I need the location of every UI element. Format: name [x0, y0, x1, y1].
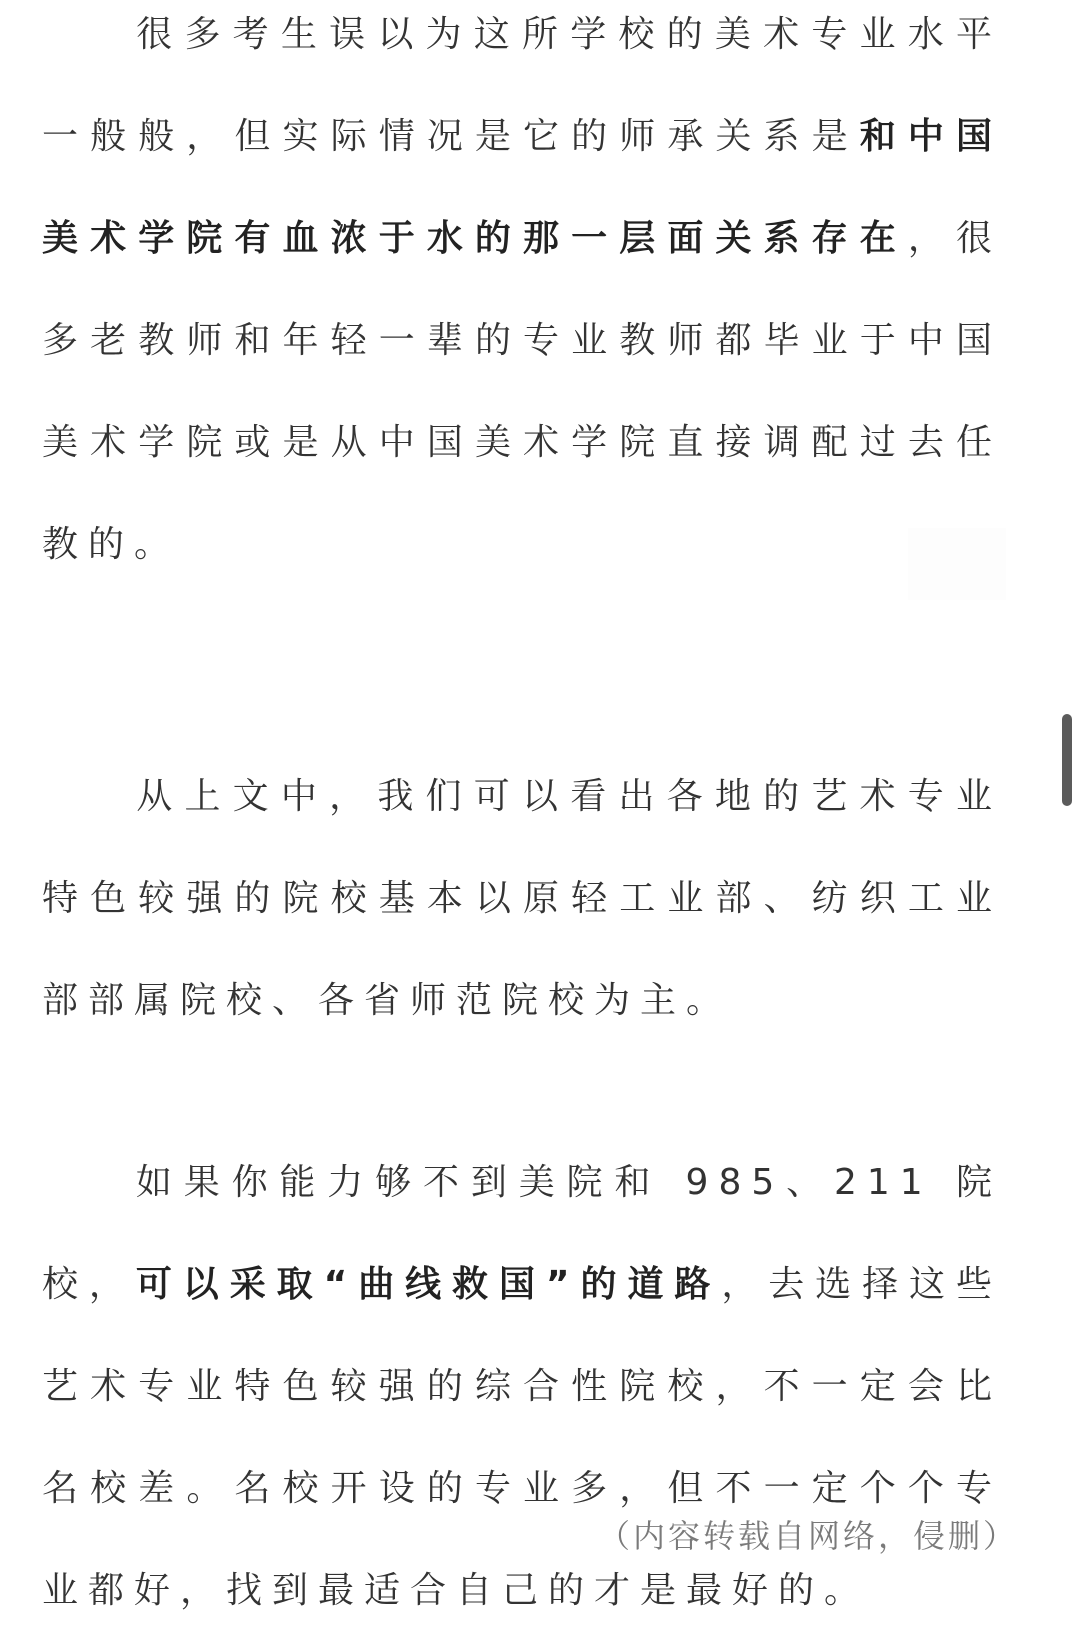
paragraph-1-text-c: ，很多老教师和年轻一辈的专业教师都毕业于中国美术学院或是从中国美术学院直接调配过去任教的。 — [42, 218, 1002, 565]
scrollbar-thumb[interactable] — [1062, 714, 1072, 806]
paragraph-3-text-a: 如果你能力够不到美院和 985、211 院校， — [42, 1162, 1002, 1305]
paragraph-3 — [42, 1132, 1002, 1642]
paragraph-3-text-c: ，去选择这些艺术专业特色较强的综合性院校，不一定会比名校差。名校开设的专业多，但不一定个个专业都好，找到最适合自己的才是最好的。 — [42, 1264, 1002, 1611]
paragraph-1-bold-text: 和中国美术学院有血浓于水的那一层面关系存在 — [42, 116, 1002, 259]
blank-image-area — [908, 528, 1006, 600]
paragraph-3-bold-text: 可以采取“曲线救国”的道路 — [135, 1264, 722, 1305]
paragraph-2 — [42, 746, 1002, 1052]
article-body — [42, 0, 1002, 1642]
source-note: （内容转载自网络，侵删） — [597, 1517, 1018, 1555]
paragraph-1 — [42, 0, 1002, 596]
paragraph-1-text-a: 很多考生误以为这所学校的美术专业水平一般般，但实际情况是它的师承关系是 — [42, 14, 1002, 157]
paragraph-2-text: 从上文中，我们可以看出各地的艺术专业特色较强的院校基本以原轻工业部、纺织工业部部属院校、各省师范院校为主。 — [42, 776, 1002, 1021]
